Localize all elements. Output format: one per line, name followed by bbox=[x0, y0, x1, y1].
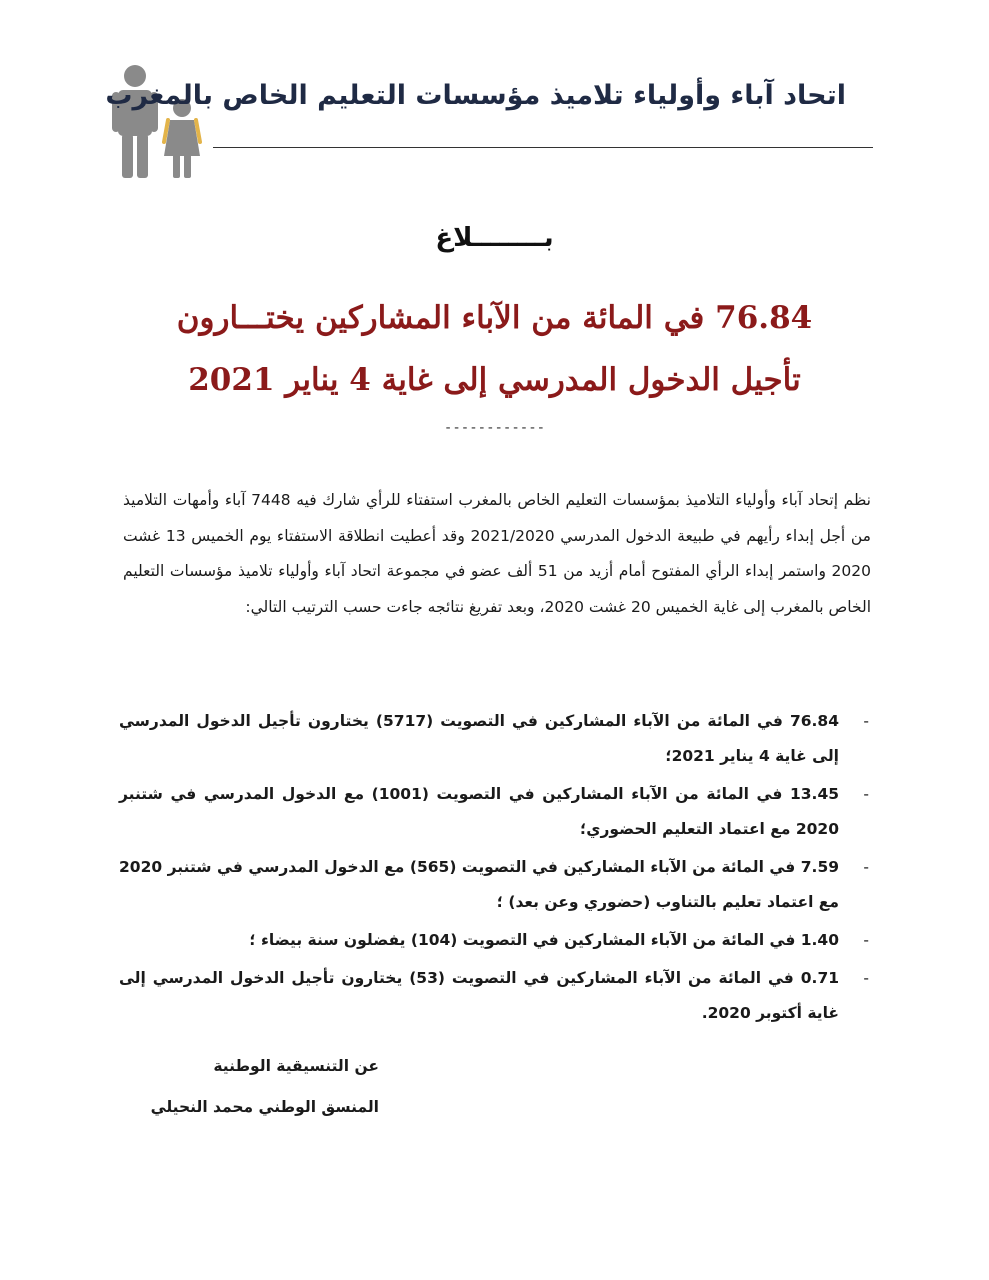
results-list bbox=[119, 704, 869, 1034]
list-item bbox=[119, 961, 869, 1031]
list-bullet: - bbox=[863, 712, 869, 730]
signature-organization: عن التنسيقية الوطنية bbox=[213, 1057, 379, 1075]
list-bullet: - bbox=[863, 858, 869, 876]
list-bullet: - bbox=[863, 931, 869, 949]
list-item bbox=[119, 704, 869, 774]
signature-name: المنسق الوطني محمد النحيلي bbox=[150, 1098, 379, 1116]
list-item-text: 13.45 في المائة من الآباء المشاركين في التصويت (1001) مع الدخول المدرسي في شتنبر 2020 مع اعتماد التعليم الحضوري؛ bbox=[119, 785, 840, 838]
headline-line-2: تأجيل الدخول المدرسي إلى غاية 4 يناير 2021 bbox=[188, 362, 801, 398]
list-item-text: 76.84 في المائة من الآباء المشاركين في التصويت (5717) يختارون تأجيل الدخول المدرسي إلى غاية 4 يناير 2021؛ bbox=[119, 712, 839, 765]
list-item-text: 7.59 في المائة من الآباء المشاركين في التصويت (565) مع الدخول المدرسي في شتنبر 2020 مع اعتماد تعليم بالتناوب (حضوري وعن بعد) ؛ bbox=[119, 858, 840, 911]
document-type: بــــــــلاغ bbox=[435, 223, 554, 253]
header-divider bbox=[213, 147, 873, 148]
signature-block bbox=[151, 1046, 379, 1128]
title-separator: ------------ bbox=[443, 420, 546, 436]
list-bullet: - bbox=[863, 785, 869, 803]
list-item bbox=[119, 923, 869, 958]
list-bullet: - bbox=[863, 969, 869, 987]
intro-paragraph: نظم إتحاد آباء وأولياء التلاميذ بمؤسسات التعليم الخاص بالمغرب استفتاء للرأي شارك فيه 7448 آباء وأمهات التلاميذ من أجل إبداء رأيهم في طبيعة الدخول المدرسي 2021/2020 وقد أعطيت انطلاقة الاستفتاء يوم الخميس 13 غشت 2020 واستمر إبداء الرأي المفتوح أمام أزيد من 51 ألف عضو في مجموعة اتحاد آباء وأولياء تلاميذ مؤسسات التعليم الخاص بالمغرب إلى غاية الخميس 20 غشت 2020، وبعد تفريغ نتائجه جاءت حسب الترتيب التالي: bbox=[123, 491, 871, 616]
list-item bbox=[119, 850, 869, 920]
organization-name: اتحاد آباء وأولياء تلاميذ مؤسسات التعليم الخاص بالمغرب bbox=[105, 80, 846, 111]
list-item bbox=[119, 777, 869, 847]
headline-line-1: 76.84 في المائة من الآباء المشاركين يختـــارون bbox=[176, 300, 813, 336]
list-item-text: 1.40 في المائة من الآباء المشاركين في التصويت (104) يفضلون سنة بيضاء ؛ bbox=[249, 931, 839, 949]
list-item-text: 0.71 في المائة من الآباء المشاركين في التصويت (53) يختارون تأجيل الدخول المدرسي إلى غاية أكتوبر 2020. bbox=[119, 969, 840, 1022]
